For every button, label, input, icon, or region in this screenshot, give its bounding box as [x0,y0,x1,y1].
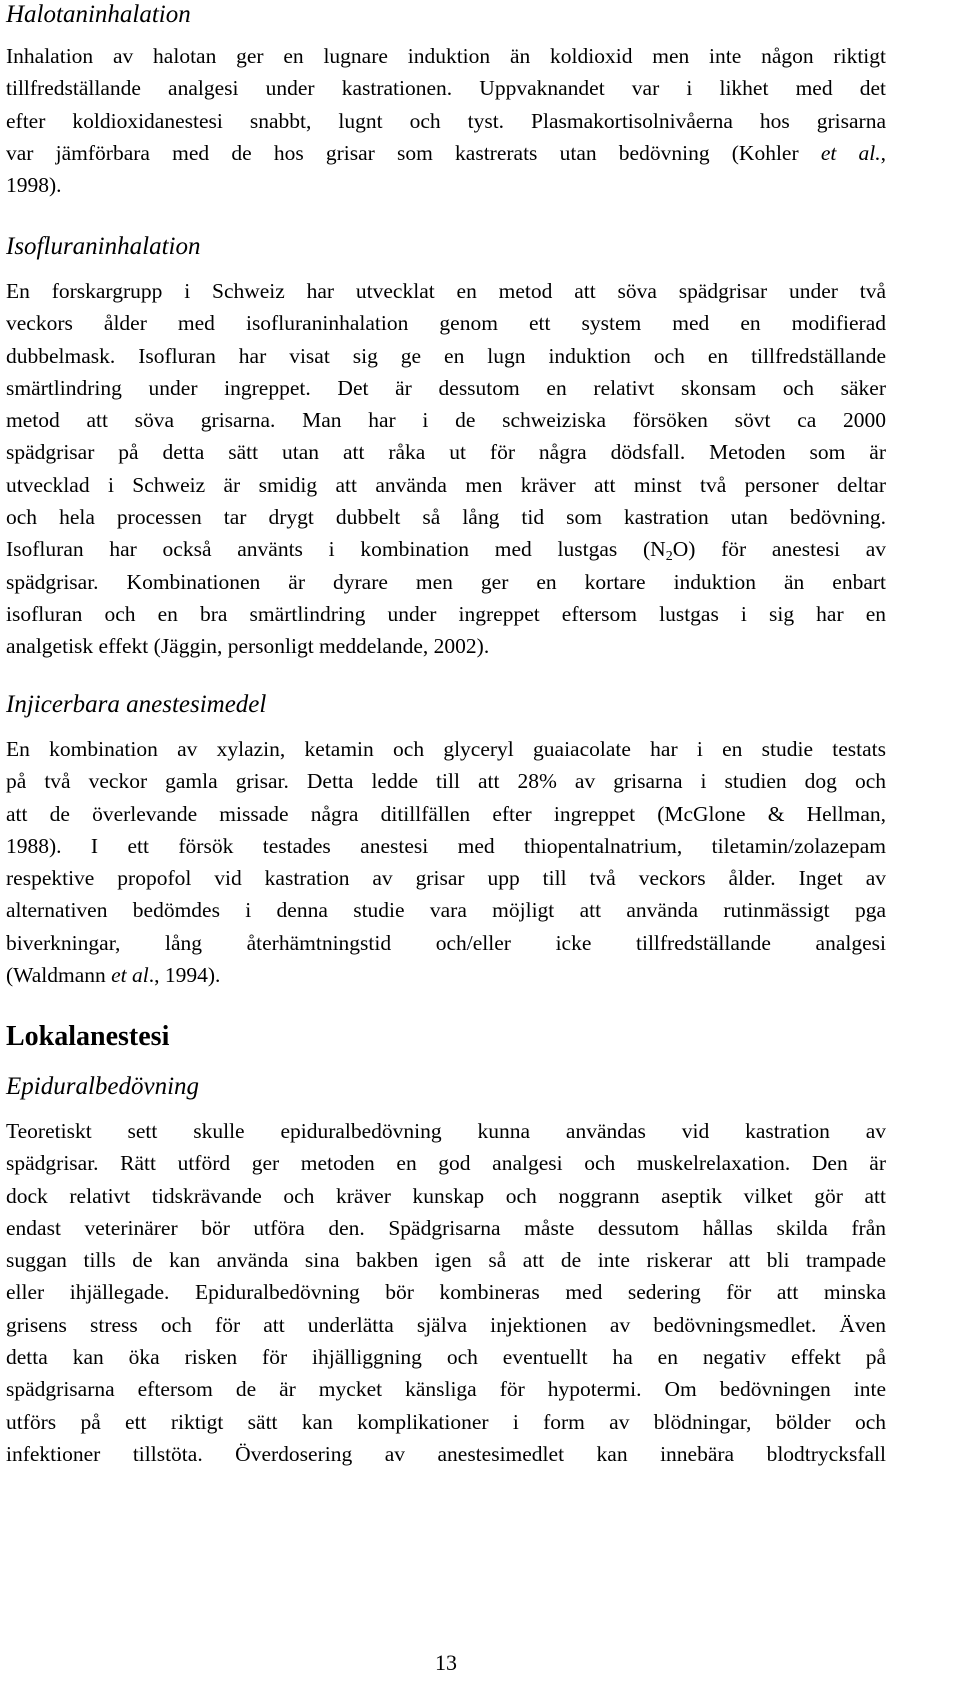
text-line: endast veterinärer bör utföra den. Spädgrisarna måste dessutom hållas skilda från [6,1215,886,1240]
text-line: alternativen bedömdes i denna studie vara möjligt att använda rutinmässigt pga [6,898,886,923]
text-line: eller ihjällegade. Epiduralbedövning bör kombineras med sedering för att minska [6,1280,886,1305]
text-line: En kombination av xylazin, ketamin och glyceryl guaiacolate har i en studie testats [6,737,886,761]
text-line: spädgrisarna eftersom de är mycket känsliga för hypotermi. Om bedövningen inte [6,1377,886,1402]
text-line: efter koldioxidanestesi snabbt, lugnt och tyst. Plasmakortisolnivåerna hos grisarna [6,108,886,133]
text-line: smärtlindring under ingreppet. Det är dessutom en relativt skonsam och säker [6,375,886,400]
paragraph-halotaninhalation [6,40,886,201]
paragraph-isofluraninhalation [6,275,886,663]
text-line: isofluran och en bra smärtlindring under ingreppet eftersom lustgas i sig har en [6,601,886,626]
text-line: spädgrisar. Rätt utförd ger metoden en god analgesi och muskelrelaxation. Den är [6,1151,886,1176]
section-subheading-halotaninhalation: Halotaninhalation [6,1,191,28]
text-line: 1998). [6,173,62,198]
text-line: spädgrisar. Kombinationen är dyrare men ger en kortare induktion än enbart [6,569,886,594]
text-line: grisens stress och för att underlätta själva injektionen av bedövningsmedlet. Även [6,1312,886,1337]
text-line: veckors ålder med isofluraninhalation genom ett system med en modifierad [6,311,886,336]
text-line: Teoretiskt sett skulle epiduralbedövning kunna användas vid kastration av [6,1119,886,1143]
text-line: dubbelmask. Isofluran har visat sig ge en lugn induktion och en tillfredställande [6,343,886,368]
text-line: utvecklad i Schweiz är smidig att använda men kräver att minst två personer deltar [6,472,886,497]
text-line: och hela processen tar drygt dubbelt så lång tid som kastration utan bedövning. [6,505,886,530]
text-line: metod att söva grisarna. Man har i de schweiziska försöken sövt ca 2000 [6,408,886,433]
main-heading-lokalanestesi: Lokalanestesi [6,1021,170,1052]
paragraph-injicerbara [6,733,886,991]
text-line: Inhalation av halotan ger en lugnare induktion än koldioxid men inte någon riktigt [6,44,886,68]
section-subheading-epiduralbedovning: Epiduralbedövning [6,1073,200,1100]
paragraph-epiduralbedovning [6,1115,886,1470]
text-line: dock relativt tidskrävande och kräver kunskap och noggrann aseptik vilket gör att [6,1183,886,1208]
text-line: suggan tills de kan använda sina bakben igen så att de inte riskerar att bli trampade [6,1248,886,1273]
text-line: En forskargrupp i Schweiz har utvecklat en metod att söva spädgrisar under två [6,279,886,303]
text-line: tillfredställande analgesi under kastrationen. Uppvaknandet var i likhet med det [6,76,886,101]
text-line: biverkningar, lång återhämtningstid och/eller icke tillfredställande analgesi [6,930,886,955]
text-line: infektioner tillstöta. Överdosering av anestesimedlet kan innebära blodtrycksfall [6,1441,886,1466]
text-line: respektive propofol vid kastration av grisar upp till två veckors ålder. Inget av [6,866,886,891]
text-line-with-citation: (Waldmann et al., 1994). [6,963,221,988]
text-line: utförs på ett riktigt sätt kan komplikationer i form av blödningar, bölder och [6,1409,886,1434]
text-line: på två veckor gamla grisar. Detta ledde till att 28% av grisarna i studien dog och [6,769,886,794]
text-line: 1988). I ett försök testades anestesi med thiopentalnatrium, tiletamin/zolazepam [6,833,886,858]
text-line: detta kan öka risken för ihjälliggning och eventuellt ha en negativ effekt på [6,1345,886,1370]
text-line: analgetisk effekt (Jäggin, personligt meddelande, 2002). [6,634,490,659]
text-line: spädgrisar på detta sätt utan att råka ut för några dödsfall. Metoden som är [6,440,886,465]
text-line-with-formula: Isofluran har också använts i kombination med lustgas $(N_2O)$ för anestesi av [6,537,887,565]
text-line-with-citation: var jämförbara med de hos grisar som kastrerats utan bedövning (Kohler et al., [6,140,886,165]
section-subheading-injicerbara: Injicerbara anestesimedel [6,691,267,718]
text-line: att de överlevande missade några ditillfällen efter ingreppet (McGlone & Hellman, [6,801,886,826]
section-subheading-isofluraninhalation: Isofluraninhalation [6,233,201,260]
page-number: 13 [435,1650,457,1675]
